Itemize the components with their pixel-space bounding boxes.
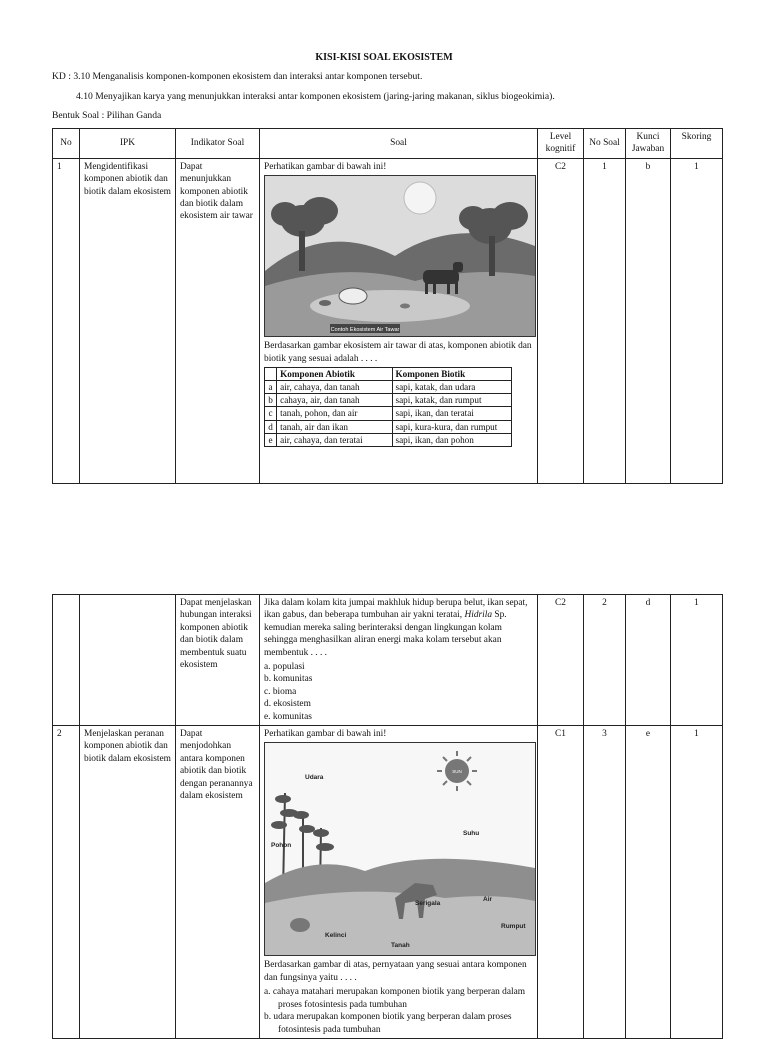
- row-no: 2: [53, 726, 80, 1039]
- header-level: Level kognitif: [538, 129, 584, 159]
- svg-text:Suhu: Suhu: [463, 830, 480, 838]
- header-soal: Soal: [260, 129, 538, 159]
- svg-text:Rumput: Rumput: [501, 923, 526, 931]
- row-no-soal: 1: [584, 158, 626, 483]
- svg-text:Udara: Udara: [305, 774, 324, 782]
- option-row: [265, 394, 512, 407]
- table-row: [53, 726, 723, 1039]
- svg-text:SUN: SUN: [452, 769, 462, 775]
- option-letter: e: [265, 433, 277, 446]
- row-soal: [260, 595, 538, 726]
- row-skoring: 1: [671, 595, 723, 726]
- options-header-biotik: Komponen Biotik: [392, 368, 511, 381]
- svg-text:Kelinci: Kelinci: [325, 932, 347, 940]
- row-ipk: [80, 595, 176, 726]
- choice: a. populasi: [264, 662, 305, 673]
- table-row: [53, 595, 723, 726]
- option-biotik: sapi, katak, dan udara: [392, 381, 511, 394]
- choice: d. ekosistem: [264, 699, 311, 710]
- choice: a. cahaya matahari merupakan komponen biotik yang berperan dalam proses fotosintesis pada tumbuhan: [264, 987, 526, 1010]
- row-soal: [260, 726, 538, 1039]
- question-text: Jika dalam kolam kita jumpai makhluk hidup berupa belut, ikan sepat, ikan gabus, dan beberapa tumbuhan air yakni teratai, Hidrila Sp. kemudian mereka saling berinteraksi dengan lingkungan kolam sehingga menghasilkan aliran energi maka kolam tersebut akan membentuk . . . .: [264, 598, 528, 658]
- row-level: C2: [538, 158, 584, 483]
- question-intro: Perhatikan gambar di bawah ini!: [264, 161, 387, 172]
- row-no: 1: [53, 158, 80, 483]
- svg-text:Pohon: Pohon: [271, 842, 292, 850]
- option-biotik: sapi, ikan, dan teratai: [392, 407, 511, 420]
- header-skoring: Skoring: [671, 129, 723, 159]
- options-header-abiotik: Komponen Abiotik: [277, 368, 392, 381]
- choice: b. komunitas: [264, 674, 313, 685]
- option-letter: a: [265, 381, 277, 394]
- option-row: [265, 407, 512, 420]
- header-indikator: Indikator Soal: [176, 129, 260, 159]
- grid-table-1: [52, 128, 723, 484]
- row-ipk: Menjelaskan peranan komponen abiotik dan biotik dalam ekosistem: [80, 726, 176, 1039]
- document-title: KISI-KISI SOAL EKOSISTEM: [315, 52, 453, 63]
- image-caption: Contoh Ekosistem Air Tawar: [330, 327, 400, 334]
- freshwater-ecosystem-image: [264, 175, 536, 337]
- option-row: [265, 381, 512, 394]
- row-kunci: b: [626, 158, 671, 483]
- choice: e. komunitas: [264, 711, 312, 722]
- header-ipk: IPK: [80, 129, 176, 159]
- row-skoring: 1: [671, 726, 723, 1039]
- row-level: C2: [538, 595, 584, 726]
- grid-table-2: [52, 594, 723, 1039]
- table-row: [53, 158, 723, 483]
- option-biotik: sapi, ikan, dan pohon: [392, 433, 511, 446]
- option-biotik: sapi, kura-kura, dan rumput: [392, 420, 511, 433]
- row-level: C1: [538, 726, 584, 1039]
- kd-line-1: KD : 3.10 Menganalisis komponen-komponen ekosistem dan interaksi antar komponen tersebut.: [52, 71, 423, 82]
- choice: b. udara merupakan komponen biotik yang berperan dalam proses fotosintesis pada tumbuhan: [264, 1012, 512, 1035]
- option-abiotik: air, cahaya, dan teratai: [277, 433, 392, 446]
- header-no-soal: No Soal: [584, 129, 626, 159]
- option-abiotik: tanah, pohon, dan air: [277, 407, 392, 420]
- choice: c. bioma: [264, 686, 297, 697]
- row-kunci: e: [626, 726, 671, 1039]
- option-letter: c: [265, 407, 277, 420]
- header-kunci: Kunci Jawaban: [626, 129, 671, 159]
- svg-text:Serigala: Serigala: [415, 900, 441, 908]
- header-row: [53, 129, 723, 159]
- option-row: [265, 433, 512, 446]
- row-no-soal: 3: [584, 726, 626, 1039]
- options-table: [264, 367, 512, 447]
- svg-text:Tanah: Tanah: [391, 942, 410, 950]
- ecosystem-components-image: [264, 742, 536, 956]
- row-indikator: Dapat menjelaskan hubungan interaksi komponen abiotik dan biotik dalam membentuk suatu ekosistem: [176, 595, 260, 726]
- row-soal: [260, 158, 538, 483]
- question-intro: Perhatikan gambar di bawah ini!: [264, 729, 387, 740]
- row-indikator: Dapat menjodohkan antara komponen abiotik dan biotik dengan peranannya dalam ekosistem: [176, 726, 260, 1039]
- kd-line-2: 4.10 Menyajikan karya yang menunjukkan interaksi antar komponen ekosistem (jaring-jaring makanan, siklus biogeokimia).: [76, 91, 555, 102]
- option-letter: b: [265, 394, 277, 407]
- option-abiotik: cahaya, air, dan tanah: [277, 394, 392, 407]
- option-letter: d: [265, 420, 277, 433]
- row-no-soal: 2: [584, 595, 626, 726]
- row-ipk: Mengidentifikasi komponen abiotik dan biotik dalam ekosistem: [80, 158, 176, 483]
- option-row: [265, 420, 512, 433]
- option-abiotik: tanah, air dan ikan: [277, 420, 392, 433]
- row-skoring: 1: [671, 158, 723, 483]
- question-text: Berdasarkan gambar di atas, pernyataan yang sesuai antara komponen dan fungsinya yaitu . . . .: [264, 960, 527, 983]
- option-abiotik: air, cahaya, dan tanah: [277, 381, 392, 394]
- question-text: Berdasarkan gambar ekosistem air tawar di atas, komponen abiotik dan biotik yang sesuai adalah . . . .: [264, 341, 532, 364]
- row-kunci: d: [626, 595, 671, 726]
- row-no: [53, 595, 80, 726]
- bentuk-soal: Bentuk Soal : Pilihan Ganda: [52, 110, 162, 121]
- option-biotik: sapi, katak, dan rumput: [392, 394, 511, 407]
- header-no: No: [53, 129, 80, 159]
- row-indikator: Dapat menunjukkan komponen abiotik dan biotik dalam ekosistem air tawar: [176, 158, 260, 483]
- svg-text:Air: Air: [483, 896, 493, 904]
